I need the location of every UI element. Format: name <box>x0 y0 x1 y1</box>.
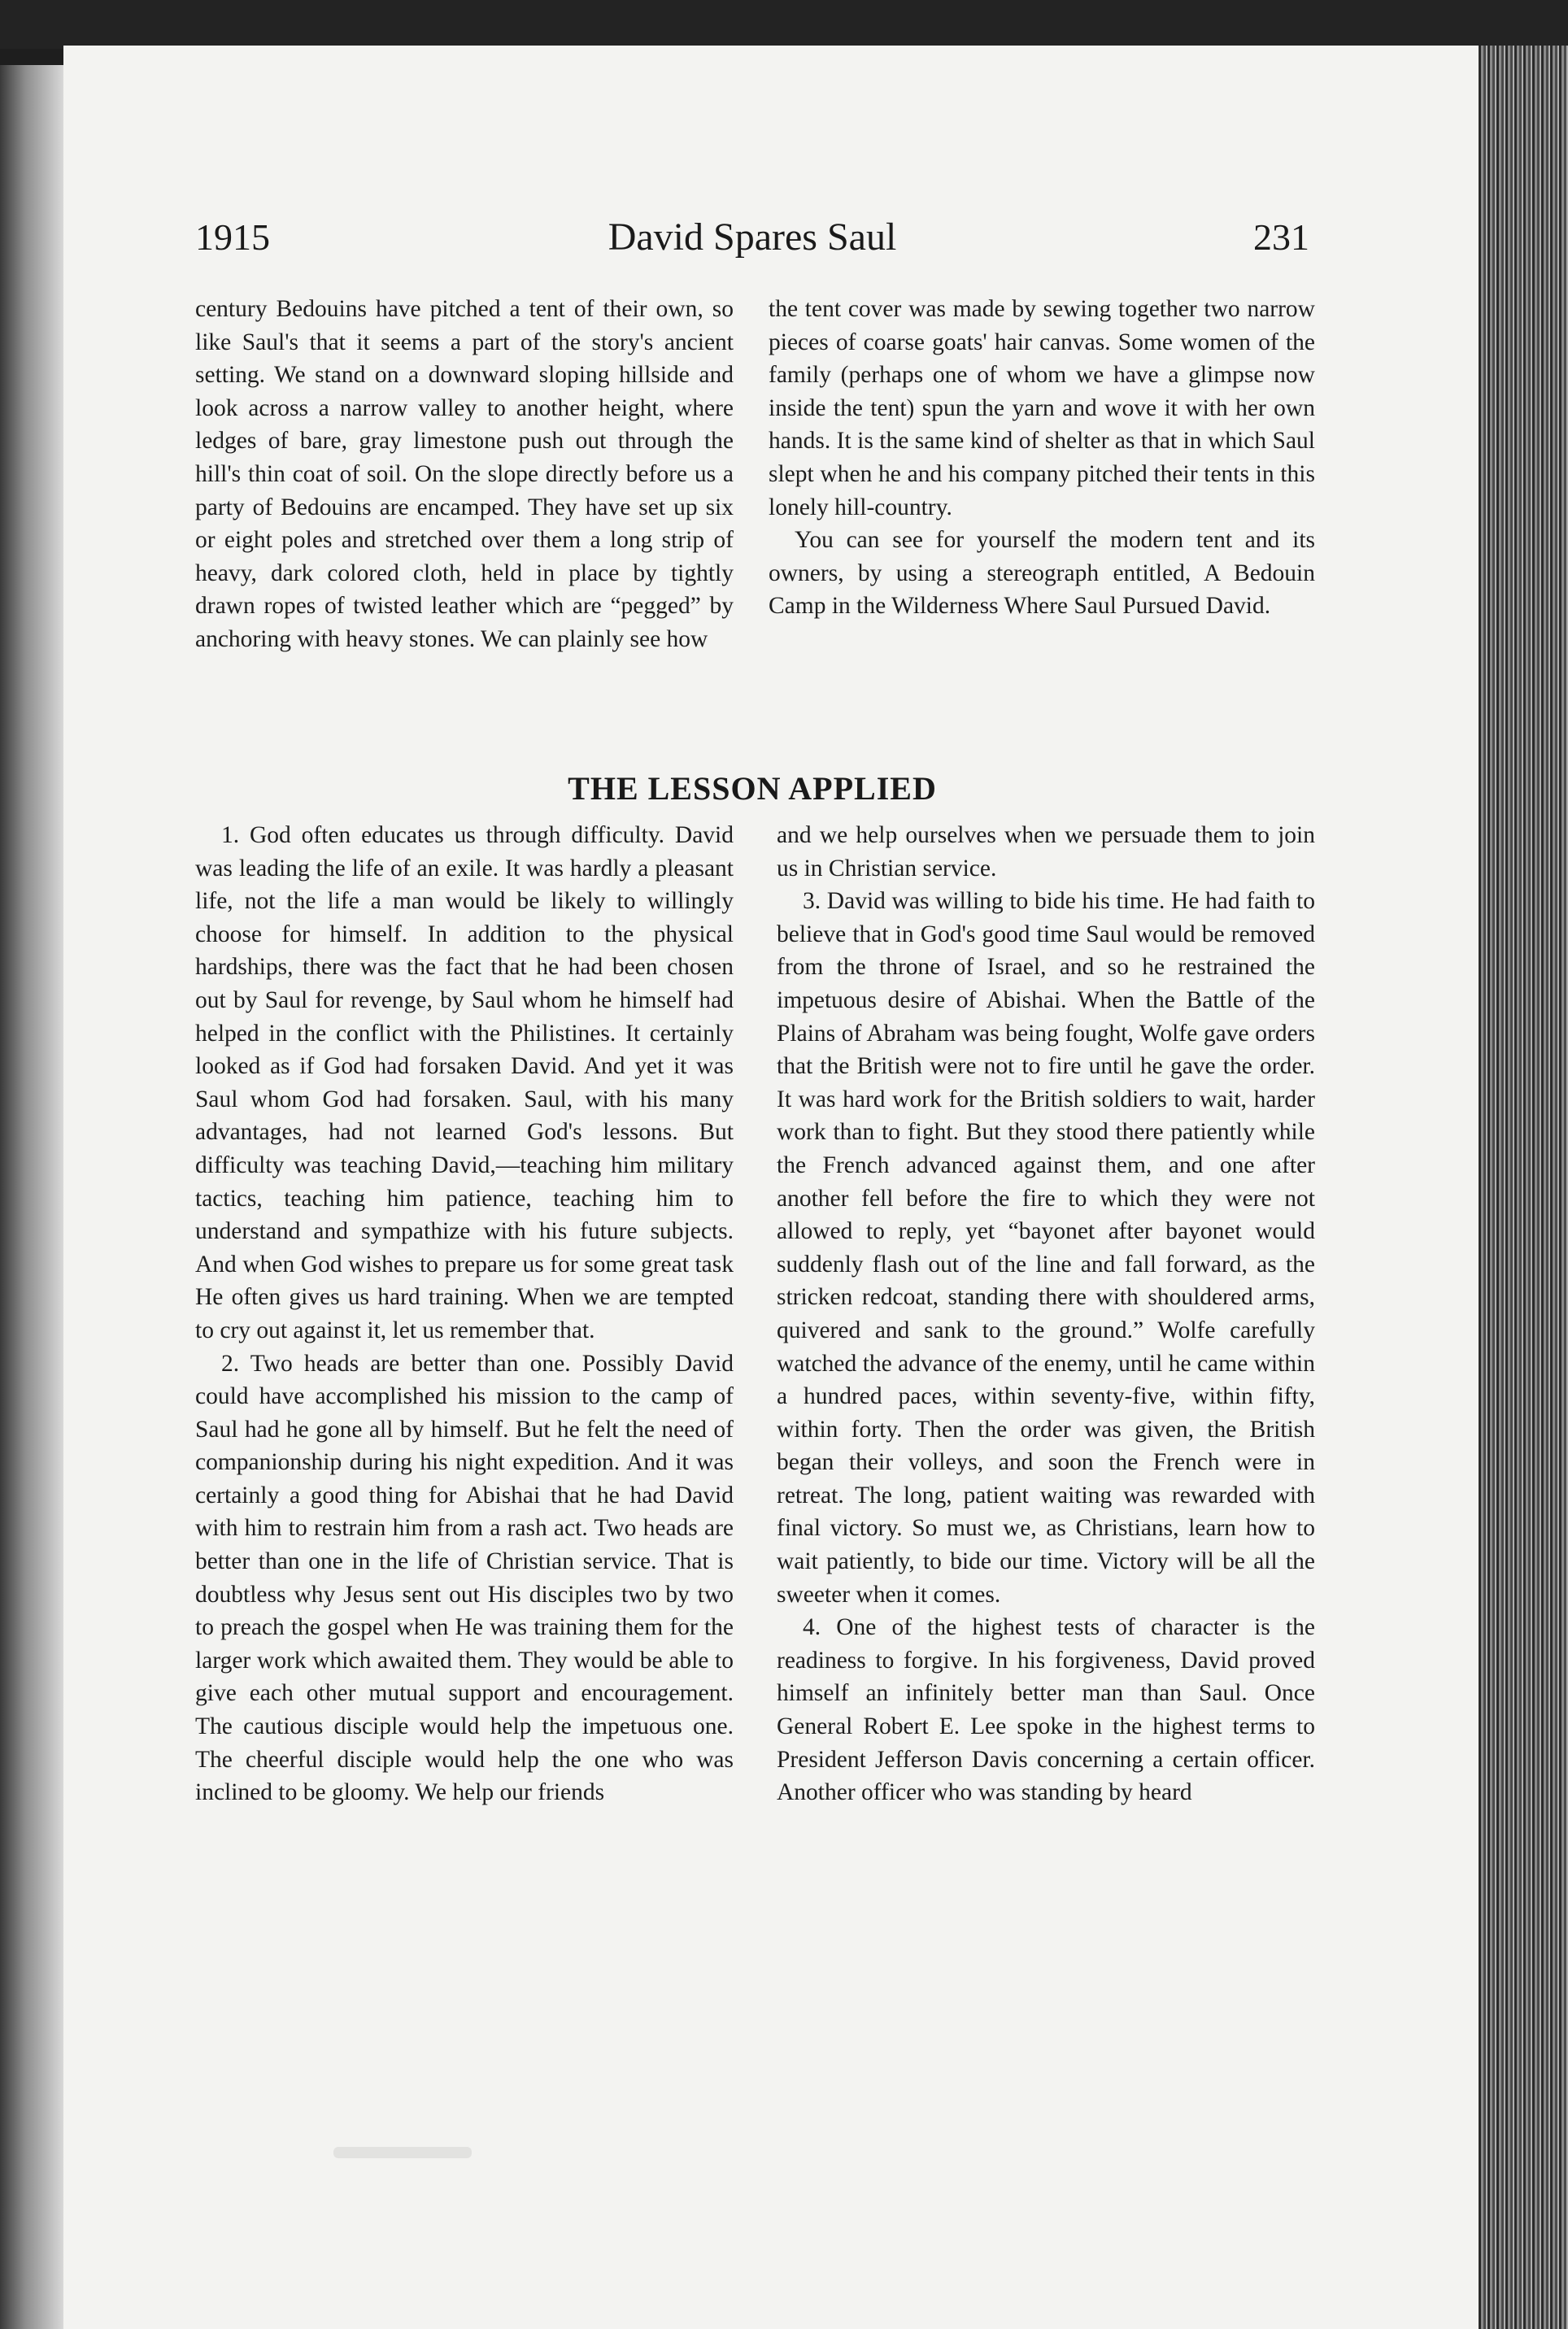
page-number: 231 <box>1253 216 1309 258</box>
bottom-left-column <box>195 819 734 1809</box>
lesson-point-3: 3. David was willing to bide his time. He had faith to believe that in God's good time Saul would be removed from the throne of Israel, and so he restrained the impetuous desire of Abishai. When the Battle of the Plains of Abraham was being fought, Wolfe gave orders that the British were not to fire until he gave the order. It was hard work for the British soldiers to wait, harder work than to fight. But they stood there patiently while the French advanced against them, and one after another fell before the fire to which they were not allowed to reply, yet “bayonet after bayonet would suddenly flash out of the line and fall forward, as the stricken redcoat, standing there with shouldered arms, quivered and sank to the ground.” Wolfe carefully watched the advance of the enemy, until he came within a hundred paces, within seventy-five, within fifty, within forty. Then the order was given, the British began their volleys, and soon the French were in retreat. The long, patient waiting was rewarded with final victory. So must we, as Christians, learn how to wait patiently, to bide our time. Victory will be all the sweeter when it comes. <box>777 888 1315 1608</box>
section-heading: THE LESSON APPLIED <box>568 770 937 807</box>
top-left-column <box>195 293 734 656</box>
lesson-point-2: 2. Two heads are better than one. Possibly David could have accomplished his mission to the camp of Saul had he gone all by himself. But he felt the need of companionship during his night expedition. And it was certainly a good thing for Abishai that he had David with him to restrain him from a rash act. Two heads are better than one in the life of Christian service. That is doubtless why Jesus sent out His disciples two by two to preach the gospel when He was training them for the larger work which awaited them. They would be able to give each other mutual support and encouragement. The cautious disciple would help the impetuous one. The cheerful disciple would help the one who was inclined to be gloomy. We help our friends <box>195 1350 734 1806</box>
book-page-edges <box>1479 46 1568 2329</box>
bottom-right-column <box>777 819 1315 1809</box>
running-head <box>195 213 1309 262</box>
header-year: 1915 <box>195 216 270 258</box>
page-smudge <box>333 2147 472 2158</box>
header-title: David Spares Saul <box>608 215 897 259</box>
lesson-point-4: 4. One of the highest tests of character is the readiness to forgive. In his forgiveness, David proved himself an infinitely better man than Saul. Once General Robert E. Lee spoke in the highest terms to President Jefferson Davis concerning a certain officer. Another officer who was standing by heard <box>777 1614 1315 1806</box>
paragraph: and we help ourselves when we persuade them to join us in Christian service. <box>777 822 1315 882</box>
paragraph: You can see for yourself the modern tent and its owners, by using a stereograph entitled, A Bedouin Camp in the Wilderness Where Saul Pursued David. <box>769 527 1315 620</box>
lesson-point-1: 1. God often educates us through difficulty. David was leading the life of an exile. It was hardly a pleasant life, not the life a man would be likely to willingly choose for himself. In addition to the physical hardships, there was the fact that he had been chosen out by Saul for revenge, by Saul whom he himself had helped in the conflict with the Philistines. It certainly looked as if God had forsaken David. And yet it was Saul whom God had forsaken. Saul, with his many advantages, had not learned God's lessons. But difficulty was teaching David,—teaching him military tactics, teaching him patience, teaching him to understand and sympathize with his future subjects. And when God wishes to prepare us for some great task He often gives us hard training. When we are tempted to cry out against it, let us remember that. <box>195 822 734 1343</box>
facing-page-edge <box>0 65 63 2329</box>
top-right-column <box>769 293 1315 623</box>
paragraph: century Bedouins have pitched a tent of their own, so like Saul's that it seems a part of the story's ancient setting. We stand on a downward sloping hillside and look across a narrow valley to another height, where ledges of bare, gray limestone push out through the hill's thin coat of soil. On the slope directly before us a party of Bedouins are encamped. They have set up six or eight poles and stretched over them a long strip of heavy, dark colored cloth, held in place by tightly drawn ropes of twisted leather which are “pegged” by anchoring with heavy stones. We can plainly see how <box>195 296 734 652</box>
scan-top-border <box>0 0 1568 49</box>
paragraph: the tent cover was made by sewing together two narrow pieces of coarse goats' hair canvas. Some women of the family (perhaps one of whom we have a glimpse now inside the tent) spun the yarn and wove it with her own hands. It is the same kind of shelter as that in which Saul slept when he and his company pitched their tents in this lonely hill-country. <box>769 296 1315 520</box>
